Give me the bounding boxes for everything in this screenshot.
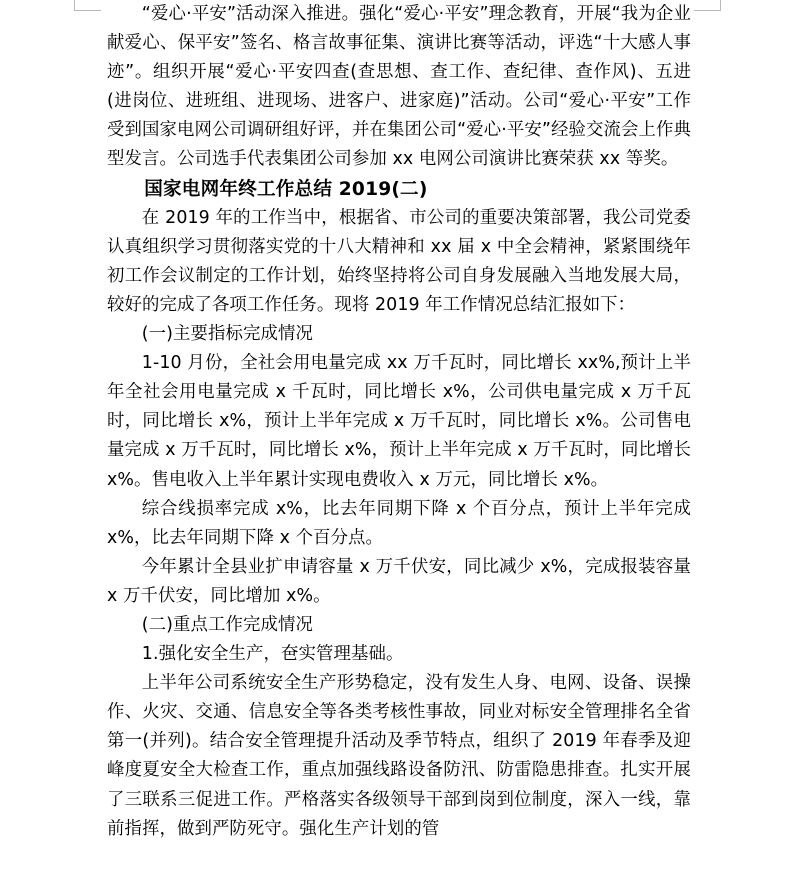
paragraph-2019-work-overview: 在 2019 年的工作当中，根据省、市公司的重要决策部署，我公司党委认真组织学习贯彻落实党的十八大精神和 xx 届 x 中全会精神，紧紧围绕年初工作会议制定的工作计划，始终坚持将公司自身发展融入当地发展大局，较好的完成了各项工作任务。现将 2019 年工作情况总结汇报如下： xyxy=(107,207,691,315)
document-text-column xyxy=(107,0,691,844)
paragraph-electricity-consumption-stats: 1-10 月份，全社会用电量完成 xx 万千瓦时，同比增长 xx%,预计上半年全社会用电量完成 x 千瓦时，同比增长 x%，公司供电量完成 x 万千瓦时，同比增长 x%，预计上半年完成 x 万千瓦时，同比增长 x%。公司售电量完成 x 万千瓦时，同比增长 x%，预计上半年完成 x 万千瓦时，同比增长 x%。售电收入上半年累计实现电费收入 x 万元，同比增长 x%。 xyxy=(107,353,691,490)
paragraph-capacity-application: 今年累计全县业扩申请容量 x 万千伏安，同比减少 x%，完成报装容量 x 万千伏安，同比增加 x%。 xyxy=(107,556,691,606)
subheading-key-work-completion: (二)重点工作完成情况 xyxy=(141,614,313,635)
section-heading-state-grid-2019-part-two: 国家电网年终工作总结 2019(二) xyxy=(144,178,428,200)
page-margin-guide-top-right xyxy=(694,0,721,11)
subheading-main-indicators: (一)主要指标完成情况 xyxy=(141,324,313,345)
paragraph-line-loss-rate: 综合线损率完成 x%，比去年同期下降 x 个百分点，预计上半年完成 x%，比去年同期下降 x 个百分点。 xyxy=(107,498,691,548)
page-margin-guide-top-left xyxy=(74,0,101,11)
list-item-safety-production: 1.强化安全生产，夿实管理基础。 xyxy=(141,644,404,665)
paragraph-aixin-pingan-activities: “爱心·平安”活动深入推进。强化“爱心·平安”理念教育，开展“我为企业献爱心、保平安”签名、格言故事征集、演讲比赛等活动，评选“十大感人事迹”。组织开展“爱心·平安四查(查思想、查工作、查纪律、查作风)、五进(进岗位、进班组、进现场、进客户、进家庭)”活动。公司“爱心·平安”工作受到国家电网公司调研组好评，并在集团公司“爱心·平安”经验交流会上作典型发言。公司选手代表集团公司参加 xx 电网公司演讲比赛荣获 xx 等奖。 xyxy=(107,4,691,170)
paragraph-safety-production-detail: 上半年公司系统安全生产形势稳定，没有发生人身、电网、设备、误操作、火灾、交通、信息安全等各类考核性事故，同业对标安全管理排名全省第一(并列)。结合安全管理提升活动及季节特点，组织了 2019 年春季及迎峰度夏安全大检查工作，重点加强线路设备防汛、防雷隐患排查。扎实开展了三联系三促进工作。严格落实各级领导干部到岗到位制度，深入一线，靠前指挥，做到严防死守。强化生产计划的管 xyxy=(107,673,691,839)
